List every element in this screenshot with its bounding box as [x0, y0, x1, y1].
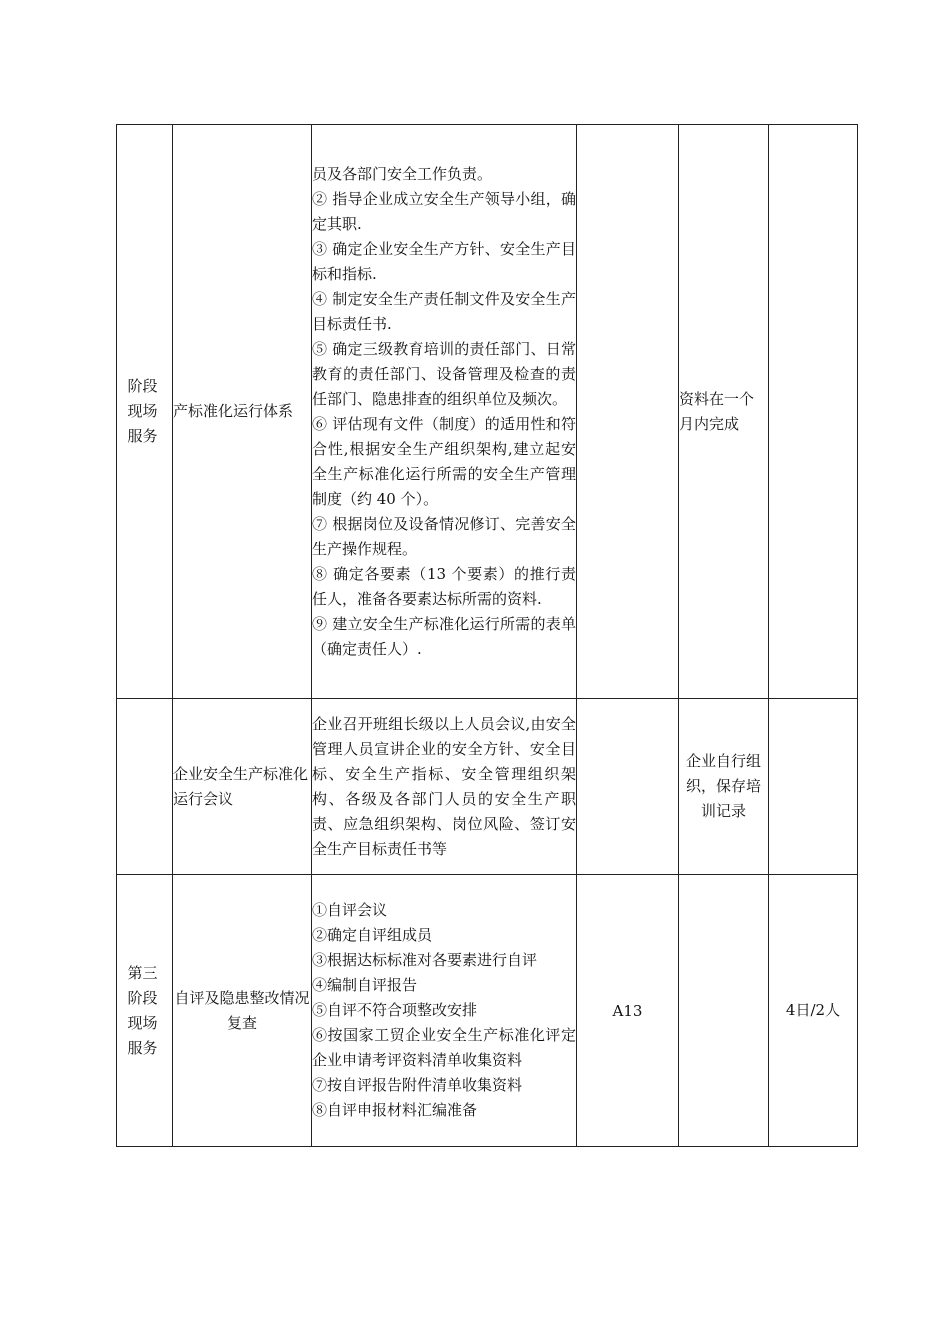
table-row — [117, 125, 858, 699]
step-text: ④编制自评报告 — [312, 976, 418, 994]
step-text: ⑧自评申报材料汇编准备 — [312, 1101, 478, 1119]
duration-cell: 4日/2人 — [769, 875, 858, 1147]
content-cell — [312, 125, 577, 699]
deliverable-cell: 资料在一个月内完成 — [679, 125, 769, 699]
content-cell — [312, 875, 577, 1147]
step-text: ④ 制定安全生产责任制文件及安全生产目标责任书. — [312, 289, 576, 333]
stage-cell: 阶段现场服务 — [117, 125, 173, 699]
deliverable-cell: 企业自行组织，保存培训记录 — [679, 699, 769, 875]
step-text: ⑤ 确定三级教育培训的责任部门、日常教育的责任部门、设备管理及检查的责任部门、隐患排查的组织单位及频次。 — [312, 339, 576, 408]
step-text: ⑦ 根据岗位及设备情况修订、完善安全生产操作规程。 — [312, 514, 576, 558]
duration-cell — [769, 699, 858, 875]
step-text: ⑨ 建立安全生产标准化运行所需的表单（确定责任人）. — [312, 614, 576, 658]
step-text: ③根据达标标准对各要素进行自评 — [312, 951, 538, 969]
item-cell: 产标准化运行体系 — [173, 125, 312, 699]
step-text: ⑤自评不符合项整改安排 — [312, 1001, 478, 1019]
stage-cell: 第三阶段现场服务 — [117, 875, 173, 1147]
content-cell — [312, 699, 577, 875]
step-text: ⑥按国家工贸企业安全生产标准化评定企业申请考评资料清单收集资料 — [312, 1026, 576, 1069]
deliverable-cell — [679, 875, 769, 1147]
step-text: 企业召开班组长级以上人员会议,由安全管理人员宣讲企业的安全方针、安全目标、安全生产指标、安全管理组织架构、各级及各部门人员的安全生产职责、应急组织架构、岗位风险、签订安全生产目标责任书等 — [312, 714, 576, 858]
stage-cell — [117, 699, 173, 875]
step-text: ②确定自评组成员 — [312, 926, 433, 944]
table-row — [117, 875, 858, 1147]
duration-cell — [769, 125, 858, 699]
step-text: ⑥ 评估现有文件（制度）的适用性和符合性,根据安全生产组织架构,建立起安全生产标准化运行所需的安全生产管理制度（约 40 个）。 — [312, 414, 576, 508]
step-text: ⑧ 确定各要素（13 个要素）的推行责任人，准备各要素达标所需的资料. — [312, 564, 576, 608]
step-text: 员及各部门安全工作负责。 — [312, 164, 493, 183]
table-row — [117, 699, 858, 875]
reference-cell — [577, 125, 679, 699]
step-text: ①自评会议 — [312, 901, 388, 919]
service-plan-table — [116, 124, 858, 1147]
step-text: ③ 确定企业安全生产方针、安全生产目标和指标. — [312, 239, 576, 283]
reference-cell: A13 — [577, 875, 679, 1147]
step-text: ⑦按自评报告附件清单收集资料 — [312, 1076, 523, 1094]
step-text: ② 指导企业成立安全生产领导小组，确定其职. — [312, 189, 576, 233]
item-cell: 企业安全生产标准化运行会议 — [173, 699, 312, 875]
item-cell: 自评及隐患整改情况复查 — [173, 875, 312, 1147]
reference-cell — [577, 699, 679, 875]
